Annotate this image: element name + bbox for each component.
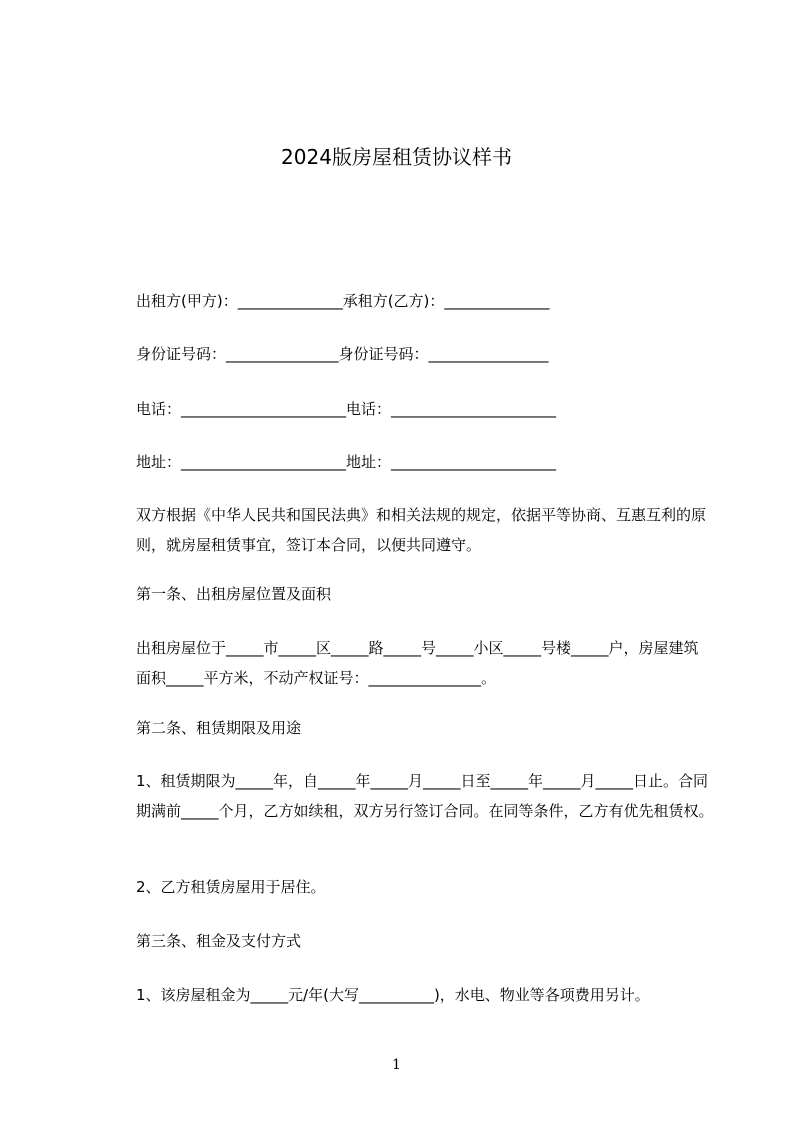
id-number-line: 身份证号码：_______________身份证号码：________________ [136,345,549,363]
article-3-heading: 第三条、租金及支付方式 [136,932,302,950]
article-2-clause-1: 1、租赁期限为_____年，自_____年_____月_____日至_____年_____月_____日止。合同期满前_____个月，乙方如续租，双方另行签订合同。在同等条件，乙方有优先租赁权。 [136,772,714,820]
phone-line: 电话：______________________电话：______________________ [136,400,557,418]
article-3-clause-1: 1、该房屋租金为_____元/年(大写__________)，水电、物业等各项费用另计。 [136,986,650,1004]
lessor-lessee-line: 出租方(甲方)：______________承租方(乙方)：______________ [136,292,550,310]
article-1-body: 出租房屋位于_____市_____区_____路_____号_____小区_____号楼_____户，房屋建筑面积_____平方米，不动产权证号：_______________。 [136,639,699,687]
page-number: 1 [392,1057,401,1073]
preamble-paragraph: 双方根据《中华人民共和国民法典》和相关法规的规定，依据平等协商、互惠互利的原则，就房屋租赁事宜，签订本合同，以便共同遵守。 [136,506,707,554]
article-2-clause-2: 2、乙方租赁房屋用于居住。 [136,878,326,896]
article-2-heading: 第二条、租赁期限及用途 [136,719,302,737]
article-1-heading: 第一条、出租房屋位置及面积 [136,585,332,603]
address-line: 地址：______________________地址：______________________ [136,453,557,471]
document-title: 2024版房屋租赁协议样书 [281,145,512,169]
